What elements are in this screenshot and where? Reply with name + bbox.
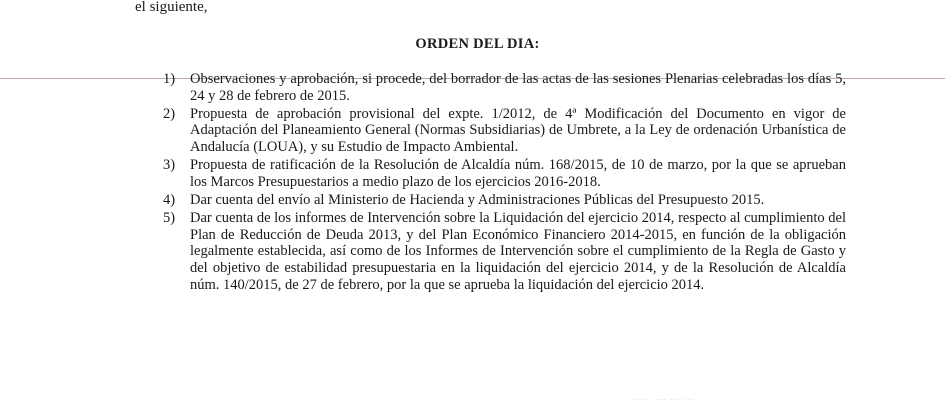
- agenda-item-1: [163, 71, 846, 104]
- item-text: Observaciones y aprobación, si procede, del borrador de las actas de las sesiones Plenarias celebradas los días 5, 24 y 28 de febrero de 2015.: [190, 71, 846, 104]
- agenda-list: [163, 71, 846, 295]
- item-text: Dar cuenta del envío al Ministerio de Hacienda y Administraciones Públicas del Presupuesto 2015.: [190, 191, 765, 208]
- agenda-item-2: [163, 106, 846, 156]
- item-number: 5): [163, 210, 176, 227]
- agenda-heading: ORDEN DEL DIA:: [415, 36, 540, 52]
- item-number: 2): [163, 105, 176, 122]
- item-number: 1): [163, 71, 176, 87]
- agenda-item-4: [163, 192, 846, 209]
- intro-text: el siguiente,: [135, 0, 208, 15]
- agenda-item-3: [163, 157, 846, 190]
- item-text: Propuesta de ratificación de la Resolución de Alcaldía núm. 168/2015, de 10 de marzo, por la que se aprueban los Marcos Presupuestarios a medio plazo de los ejercicios 2016-2018.: [190, 157, 846, 190]
- item-number: 3): [163, 157, 176, 174]
- agenda-item-5: [163, 210, 846, 293]
- item-text: Dar cuenta de los informes de Intervención sobre la Liquidación del ejercicio 2014, respecto al cumplimiento del Plan de Reducción de Deuda 2013, y del Plan Económico Financiero 2014-2015, en función de la obligación legalmente establecida, así como de los Informes de Intervención sobre el cumplimiento de la Regla de Gasto y del objetivo de estabilidad presupuestaria en la liquidación del ejercicio 2014, y de la Resolución de Alcaldía núm. 140/2015, de 27 de febrero, por la que se aprueba la liquidación del ejercicio 2014.: [190, 210, 846, 293]
- bleed-through-text: ... ... ... ... ...: [628, 389, 694, 400]
- item-number: 4): [163, 191, 176, 208]
- item-text: Propuesta de aprobación provisional del expte. 1/2012, de 4ª Modificación del Documento en vigor de Adaptación del Planeamiento General (Normas Subsidiarias) de Umbrete, a la Ley de ordenación Urbanística de Andalucía (LOUA), y su Estudio de Impacto Ambiental.: [190, 105, 846, 155]
